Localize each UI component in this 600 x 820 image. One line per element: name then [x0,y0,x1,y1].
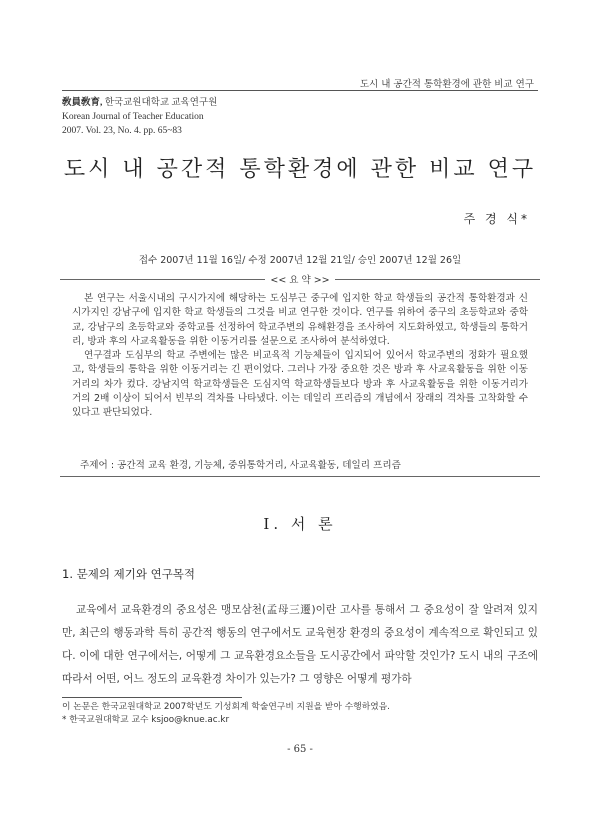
abstract-rule-right [335,279,540,280]
journal-line-3: 2007. Vol. 23, No. 4. pp. 65~83 [62,126,182,136]
journal-line-2: Korean Journal of Teacher Education [62,112,204,122]
abstract-end-rule [60,476,540,477]
journal-info [62,96,217,138]
abstract-paragraph-1: 본 연구는 서울시내의 구시가지에 해당하는 도심부근 중구에 입지한 학교 학생들의 공간적 통학환경과 신시가지인 강남구에 입지한 학교 학생들의 그것을 비교 연구한 것이다. 연구를 위하여 중구의 초등학교와 중학교, 강남구의 초등학교와 중학교를 선정하여 학교주변의 유해환경을 조사하여 지도화하였고, 학생들의 통학거리, 방과 후의 사교육활동을 위한 이동거리를 설문으로 조사하여 분석하였다. [72,293,528,347]
footnotes [62,701,538,727]
journal-hanja: 敎員敎育, [62,98,103,108]
abstract [72,292,528,421]
subsection-title: 1. 문제의 제기와 연구목적 [62,567,196,581]
paper-title: 도시 내 공간적 통학환경에 관한 비교 연구 [63,157,537,182]
header-rule [62,90,538,91]
footnote-2: * 한국교원대학교 교수 ksjoo@knue.ac.kr [62,715,230,725]
author: 주 경 식* [463,212,530,226]
section-title: I. 서 론 [263,515,337,533]
body-text [62,599,538,691]
running-head-text: 도시 내 공간적 통학환경에 관한 비교 연구 [359,79,534,90]
abstract-label: << 요 약 >> [270,275,330,286]
journal-line-1 [62,96,217,110]
keywords: 주제어 : 공간적 교육 환경, 기능체, 중위통학거리, 사교육활동, 데일리 프리즘 [80,460,401,471]
body-paragraph: 교육에서 교육환경의 중요성은 맹모삼천(孟母三遷)이란 고사를 통해서 그 중요성이 잘 알려져 있지만, 최근의 행동과학 특히 공간적 행동의 연구에서도 교육현장 환경의 중요성이 계속적으로 확인되고 있다. 이에 대한 연구에서는, 어떻게 그 교육환경요소들을 도시공간에서 파악할 것인가? 도시 내의 구조에 따라서 어떤, 어느 정도의 교육환경 차이가 있는가? 그 영향은 어떻게 평가하 [62,604,538,685]
page-number: - 65 - [287,744,313,755]
journal-publisher: 한국교원대학교 교육연구원 [104,98,218,108]
footnote-1: 이 논문은 한국교원대학교 2007학년도 기성회계 학술연구비 지원을 받아 수행하였음. [62,702,390,712]
running-head [0,0,600,90]
footnote-rule [62,697,242,698]
submission-dates: 접수 2007년 11월 16일/ 수정 2007년 12월 21일/ 승인 2007년 12월 26일 [138,255,462,266]
abstract-paragraph-2: 연구결과 도심부의 학교 주변에는 많은 비교육적 기능체들이 입지되어 있어서 학교주변의 정화가 필요했고, 학생들의 통학을 위한 이동거리는 긴 편이었다. 그러나 가장 중요한 것은 방과 후 사교육활동을 위한 이동거리의 차가 컸다. 강남지역 학교학생들은 도심지역 학교학생들보다 방과 후 사교육활동을 위한 이동거리가 거의 2배 이상이 되어서 빈부의 격차를 나타냈다. 이는 데일리 프리즘의 개념에서 장래의 격차를 고착화할 수 있다고 판단되었다. [72,350,528,419]
abstract-heading [60,272,540,286]
